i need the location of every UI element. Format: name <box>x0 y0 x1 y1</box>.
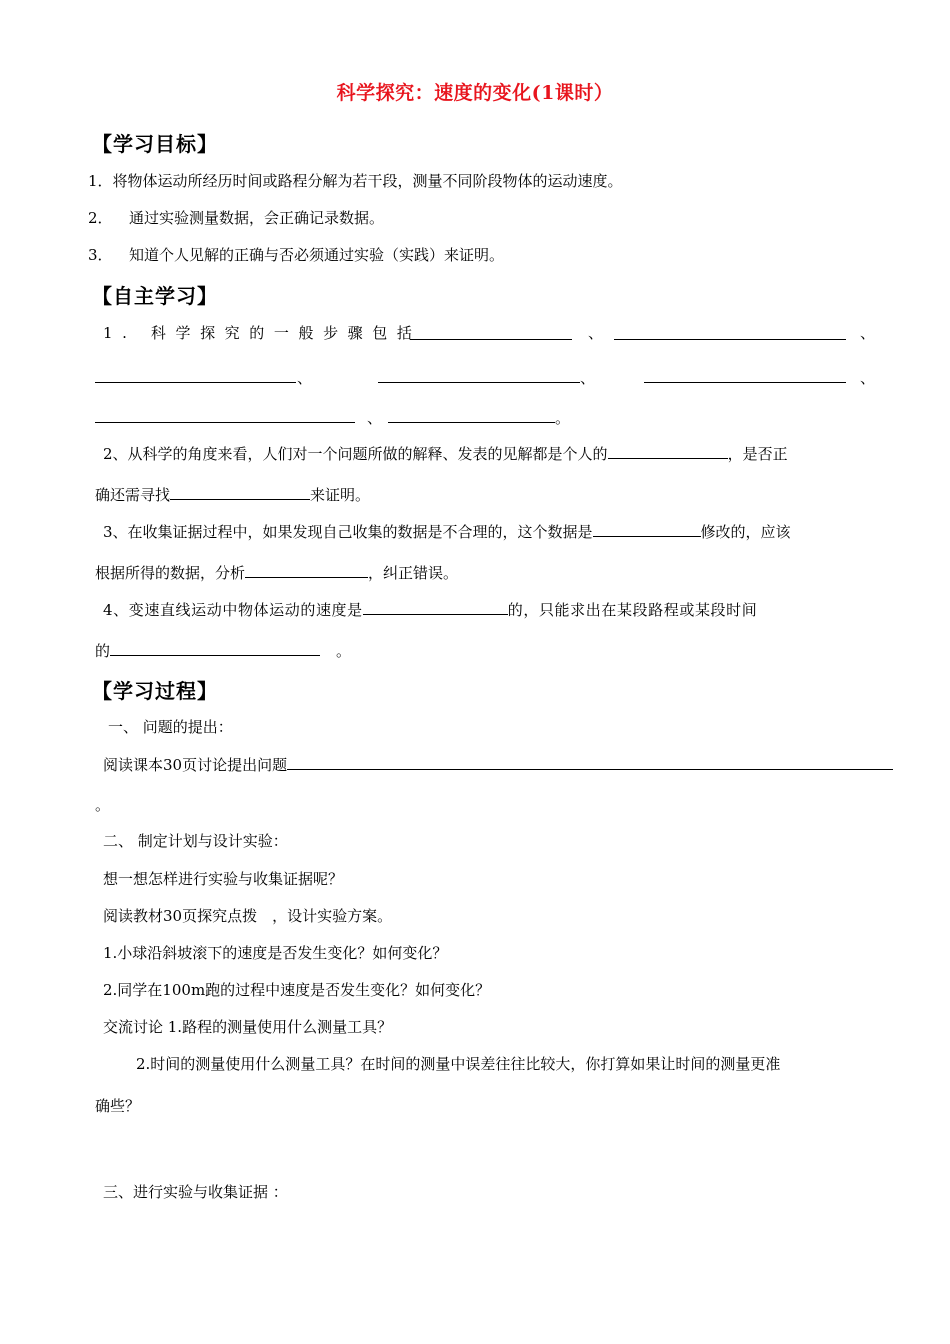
goal-item <box>88 171 623 191</box>
goal-item <box>88 245 504 265</box>
question-4-suffix: 的，只能求出在某段路程或某段时间 <box>507 601 758 619</box>
question-4-line-1 <box>103 598 757 620</box>
answer-blank[interactable] <box>245 561 368 578</box>
answer-blank[interactable] <box>378 366 580 383</box>
question-2-line-1 <box>103 442 788 464</box>
question-2-prompt-cont: 确还需寻找 <box>95 486 171 504</box>
goal-text: 将物体运动所经历时间或路程分解为若干段，测量不同阶段物体的运动速度。 <box>112 172 623 190</box>
question-1 <box>103 323 421 343</box>
part-1-task <box>103 753 893 775</box>
question-2-suffix-cont: 来证明。 <box>310 486 371 504</box>
answer-blank[interactable] <box>593 520 701 537</box>
page-title: 科学探究：速度的变化(1课时） <box>336 82 614 104</box>
answer-blank[interactable] <box>95 366 296 383</box>
question-1-prompt: 1. 科学探究的一般步骤包括 <box>103 324 422 342</box>
separator: 、 <box>580 369 596 387</box>
goal-text: 知道个人见解的正确与否必须通过实验（实践）来证明。 <box>129 246 505 264</box>
question-3-suffix-cont: ，纠正错误。 <box>368 564 459 582</box>
part-2-title: 二、 制定计划与设计实验： <box>103 832 288 850</box>
section-heading-goals: 【学习目标】 <box>92 132 218 156</box>
part-2-item-2: 2.同学在100m跑的过程中速度是否发生变化？如何变化？ <box>103 981 491 999</box>
section-heading-self-study: 【自主学习】 <box>92 284 218 308</box>
discussion-1: 交流讨论 1.路程的测量使用什么测量工具？ <box>103 1018 393 1036</box>
separator: 、 <box>297 369 313 387</box>
question-4-prompt-cont: 的 <box>95 642 111 660</box>
separator: 、 <box>860 369 876 387</box>
separator: 、 <box>588 324 604 342</box>
separator: 、 <box>367 409 383 427</box>
question-4-prompt: 4、变速直线运动中物体运动的速度是 <box>103 601 363 619</box>
answer-blank[interactable] <box>170 483 310 500</box>
question-3-line-2 <box>95 561 458 583</box>
goal-number: 1． <box>88 172 113 190</box>
goal-number: 2． <box>88 209 113 227</box>
answer-blank[interactable] <box>608 442 728 459</box>
answer-blank[interactable] <box>287 753 893 770</box>
question-4-end: 。 <box>336 642 352 660</box>
part-2-read: 阅读教材30页探究点拨 ，设计实验方案。 <box>103 907 393 925</box>
part-3-title: 三、进行实验与收集证据 ： <box>103 1183 288 1201</box>
question-4-line-2 <box>95 639 351 661</box>
goal-item <box>88 208 384 228</box>
question-3-line-1 <box>103 520 791 542</box>
question-2-suffix: ，是否正 <box>727 445 788 463</box>
question-3-prompt-cont: 根据所得的数据，分析 <box>95 564 246 582</box>
goal-number: 3． <box>88 246 113 264</box>
answer-blank[interactable] <box>410 323 572 340</box>
question-2-line-2 <box>95 483 370 505</box>
part-1-task-text: 阅读课本30页讨论提出问题 <box>103 756 288 774</box>
part-2-item-1: 1.小球沿斜坡滚下的速度是否发生变化？如何变化？ <box>103 944 448 962</box>
question-2-prompt: 2、从科学的角度来看，人们对一个问题所做的解释、发表的见解都是个人的 <box>103 445 608 463</box>
part-1-end: 。 <box>95 796 111 814</box>
end-period: 。 <box>555 409 571 427</box>
section-heading-process: 【学习过程】 <box>92 679 218 703</box>
answer-blank[interactable] <box>614 323 846 340</box>
part-2-question: 想一想怎样进行实验与收集证据呢？ <box>103 870 344 888</box>
answer-blank[interactable] <box>644 366 846 383</box>
part-1-title: 一、 问题的提出： <box>108 718 233 736</box>
answer-blank[interactable] <box>363 598 508 615</box>
answer-blank[interactable] <box>110 639 320 656</box>
discussion-2-line-2: 确些？ <box>95 1097 141 1115</box>
goal-text: 通过实验测量数据，会正确记录数据。 <box>129 209 385 227</box>
separator: 、 <box>860 324 876 342</box>
answer-blank[interactable] <box>95 406 355 423</box>
question-3-suffix: 修改的，应该 <box>700 523 791 541</box>
question-3-prompt: 3、在收集证据过程中，如果发现自己收集的数据是不合理的，这个数据是 <box>103 523 593 541</box>
answer-blank[interactable] <box>388 406 555 423</box>
discussion-2-line-1: 2.时间的测量使用什么测量工具？在时间的测量中误差往往比较大，你打算如果让时间的测量更准 <box>136 1055 781 1073</box>
